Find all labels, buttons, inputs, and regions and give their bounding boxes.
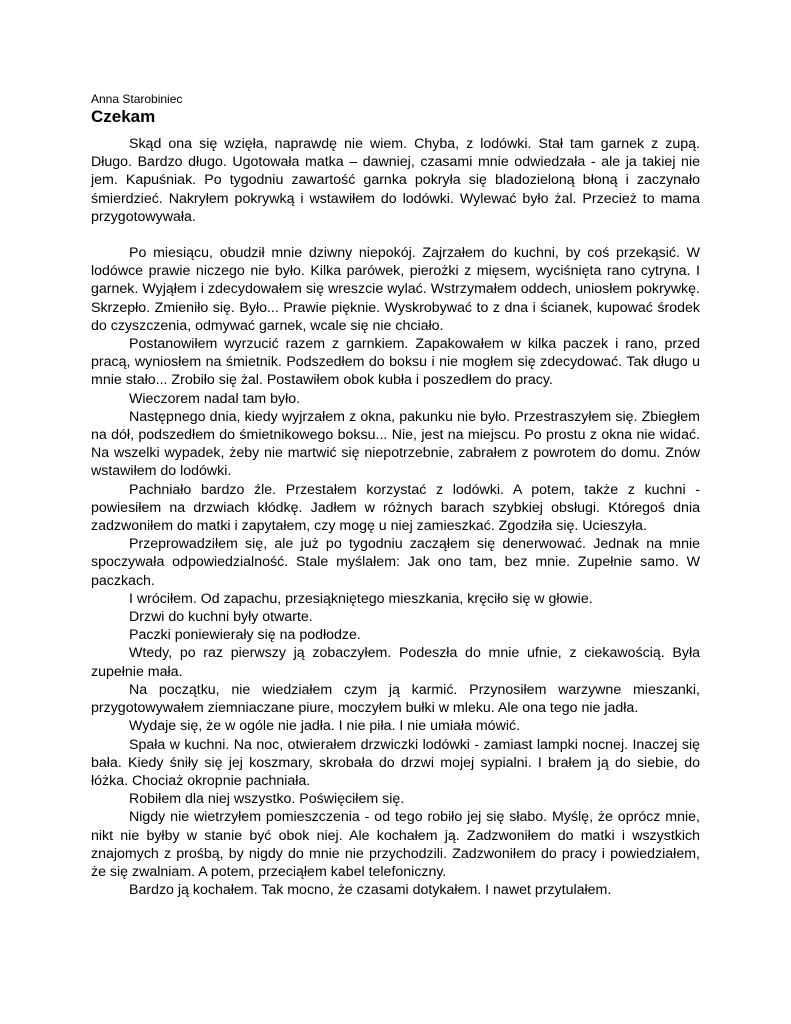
paragraph-5: Następnego dnia, kiedy wyjrzałem z okna, pakunku nie było. Przestraszyłem się. Zbiegłem na dół, podszedłem do śmietnikowego boksu... Nie, jest na miejscu. Po prostu z okna nie widać. Na wszelki wypadek, żeby nie martwić się niepotrzebnie, zabrałem z powrotem do domu. Znów wstawiłem do lodówki.: [91, 408, 700, 480]
paragraph-12: Na początku, nie wiedziałem czym ją karmić. Przynosiłem warzywne mieszanki, przygotowywałem ziemniaczane piure, moczyłem bułki w mleku. Ale ona tego nie jadła.: [91, 681, 700, 717]
paragraph-7: Przeprowadziłem się, ale już po tygodniu zacząłem się denerwować. Jednak na mnie spoczywała odpowiedzialność. Stale myślałem: Jak ono tam, bez mnie. Zupełnie samo. W paczkach.: [91, 536, 700, 589]
paragraph-2: Po miesiącu, obudził mnie dziwny niepokój. Zajrzałem do kuchni, by coś przekąsić. W lodówce prawie niczego nie było. Kilka parówek, pierożki z mięsem, wyciśnięta rano cytryna. I garnek. Wyjąłem i zdecydowałem się wreszcie wylać. Wstrzymałem oddech, uniosłem pokrywkę. Skrzepło. Zmieniło się. Było... Prawie pięknie. Wyskrobywać to z dna i ścianek, kupować środek do czyszczenia, odmywać garnek, wcale się nie chciało.: [91, 245, 700, 334]
paragraph-10: Paczki poniewierały się na podłodze.: [129, 627, 361, 644]
paragraph-15: Robiłem dla niej wszystko. Poświęciłem się.: [129, 791, 405, 808]
story-title: Czekam: [91, 107, 156, 126]
paragraph-6: Pachniało bardzo źle. Przestałem korzystać z lodówki. A potem, także z kuchni - powiesiłem na drzwiach kłódkę. Jadłem w różnych barach szybkiej obsługi. Któregoś dnia zadzwoniłem do matki i zapytałem, czy mogę u niej zamieszkać. Zgodziła się. Ucieszyła.: [91, 481, 700, 535]
paragraph-gap: [91, 226, 700, 244]
paragraph-17: Bardzo ją kochałem. Tak mocno, że czasami dotykałem. I nawet przytulałem.: [129, 882, 612, 899]
paragraph-13: Wydaje się, że w ogóle nie jadła. I nie piła. I nie umiała mówić.: [129, 718, 521, 735]
document-page: [91, 92, 700, 899]
paragraph-9: Drzwi do kuchni były otwarte.: [129, 609, 313, 626]
author-name: Anna Starobiniec: [91, 92, 183, 106]
paragraph-1: Skąd ona się wzięła, naprawdę nie wiem. Chyba, z lodówki. Stał tam garnek z zupą. Długo. Bardzo długo. Ugotowała matka – dawniej, czasami mnie odwiedzała - ale ja takiej nie jem. Kapuśniak. Po tygodniu zawartość garnka pokryła się bladozieloną błoną i zaczynało śmierdzieć. Nakryłem pokrywką i wstawiłem do lodówki. Wylewać było żal. Przecież to mama przygotowywała.: [91, 136, 700, 225]
paragraph-4: Wieczorem nadal tam było.: [129, 390, 301, 407]
paragraph-11: Wtedy, po raz pierwszy ją zobaczyłem. Podeszła do mnie ufnie, z ciekawością. Była zupełnie mała.: [91, 645, 700, 680]
paragraph-8: I wróciłem. Od zapachu, przesiąkniętego mieszkania, kręciło się w głowie.: [129, 590, 593, 607]
paragraph-14: Spała w kuchni. Na noc, otwierałem drzwiczki lodówki - zamiast lampki nocnej. Inaczej się bała. Kiedy śniły się jej koszmary, skrobała do drzwi mojej sypialni. I brałem ją do siebie, do łóżka. Chociaż okropnie pachniała.: [91, 736, 700, 789]
paragraph-3: Postanowiłem wyrzucić razem z garnkiem. Zapakowałem w kilka paczek i rano, przed pracą, wyniosłem na śmietnik. Podszedłem do boksu i nie mogłem się zdecydować. Tak długo u mnie stało... Zrobiło się żal. Postawiłem obok kubła i poszedłem do pracy.: [91, 336, 700, 389]
paragraph-16: Nigdy nie wietrzyłem pomieszczenia - od tego robiło jej się słabo. Myślę, że oprócz mnie, nikt nie byłby w stanie być obok niej. Ale kochałem ją. Zadzwoniłem do matki i wszystkich znajomych z prośbą, by nigdy do mnie nie przychodzili. Zadzwoniłem do pracy i powiedziałem, że się zwalniam. A potem, przeciąłem kabel telefoniczny.: [91, 809, 700, 880]
